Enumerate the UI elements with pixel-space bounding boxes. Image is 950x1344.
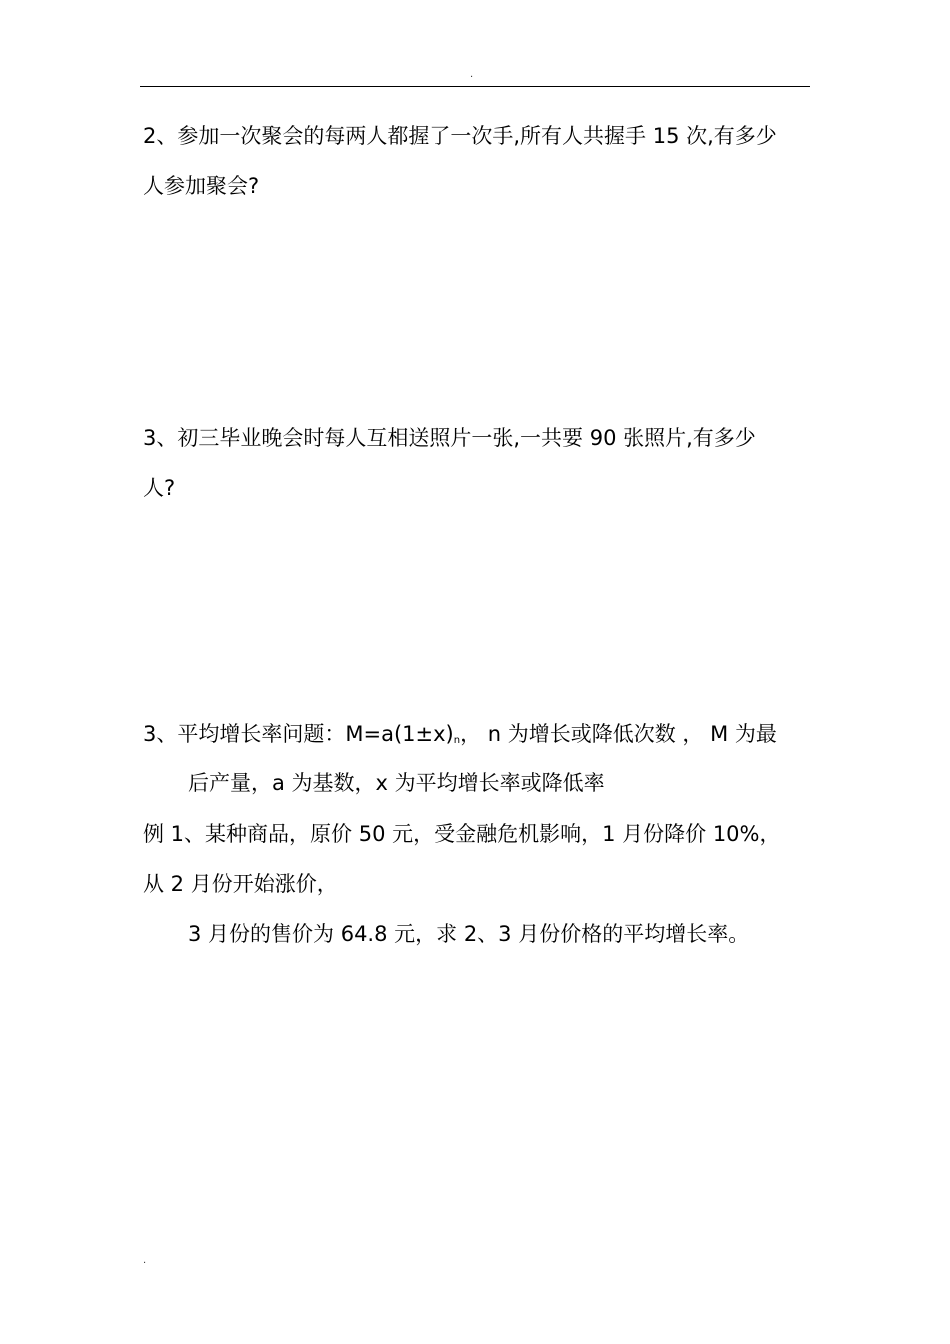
footer-dot: .: [143, 1255, 147, 1266]
header-dot: .: [470, 69, 474, 80]
problem-3-line-1: 3、初三毕业晚会时每人互相送照片一张,一共要 90 张照片,有多少: [143, 426, 756, 450]
example-1-line-3: 3 月份的售价为 64.8 元，求 2、3 月份价格的平均增长率。: [188, 922, 750, 946]
example-1-line-2: 从 2 月份开始涨价，: [143, 872, 338, 896]
growth-rate-formula-exponent: n: [453, 735, 461, 746]
problem-3-line-2: 人?: [143, 476, 176, 500]
example-1-line-1: 例 1、某种商品，原价 50 元，受金融危机影响，1 月份降价 10%，: [143, 822, 781, 846]
problem-2-line-2: 人参加聚会?: [143, 174, 260, 198]
growth-rate-definition-line: 后产量，a 为基数，x 为平均增长率或降低率: [188, 771, 605, 795]
problem-2-line-1: 2、参加一次聚会的每两人都握了一次手,所有人共握手 15 次,有多少: [143, 124, 777, 148]
header-rule: [140, 86, 810, 87]
growth-rate-formula-pre: 3、平均增长率问题：M=a(1±x): [143, 722, 454, 746]
growth-rate-formula-line: [143, 720, 777, 755]
growth-rate-formula-post: ， n 为增长或降低次数 ， M 为最: [460, 722, 777, 746]
